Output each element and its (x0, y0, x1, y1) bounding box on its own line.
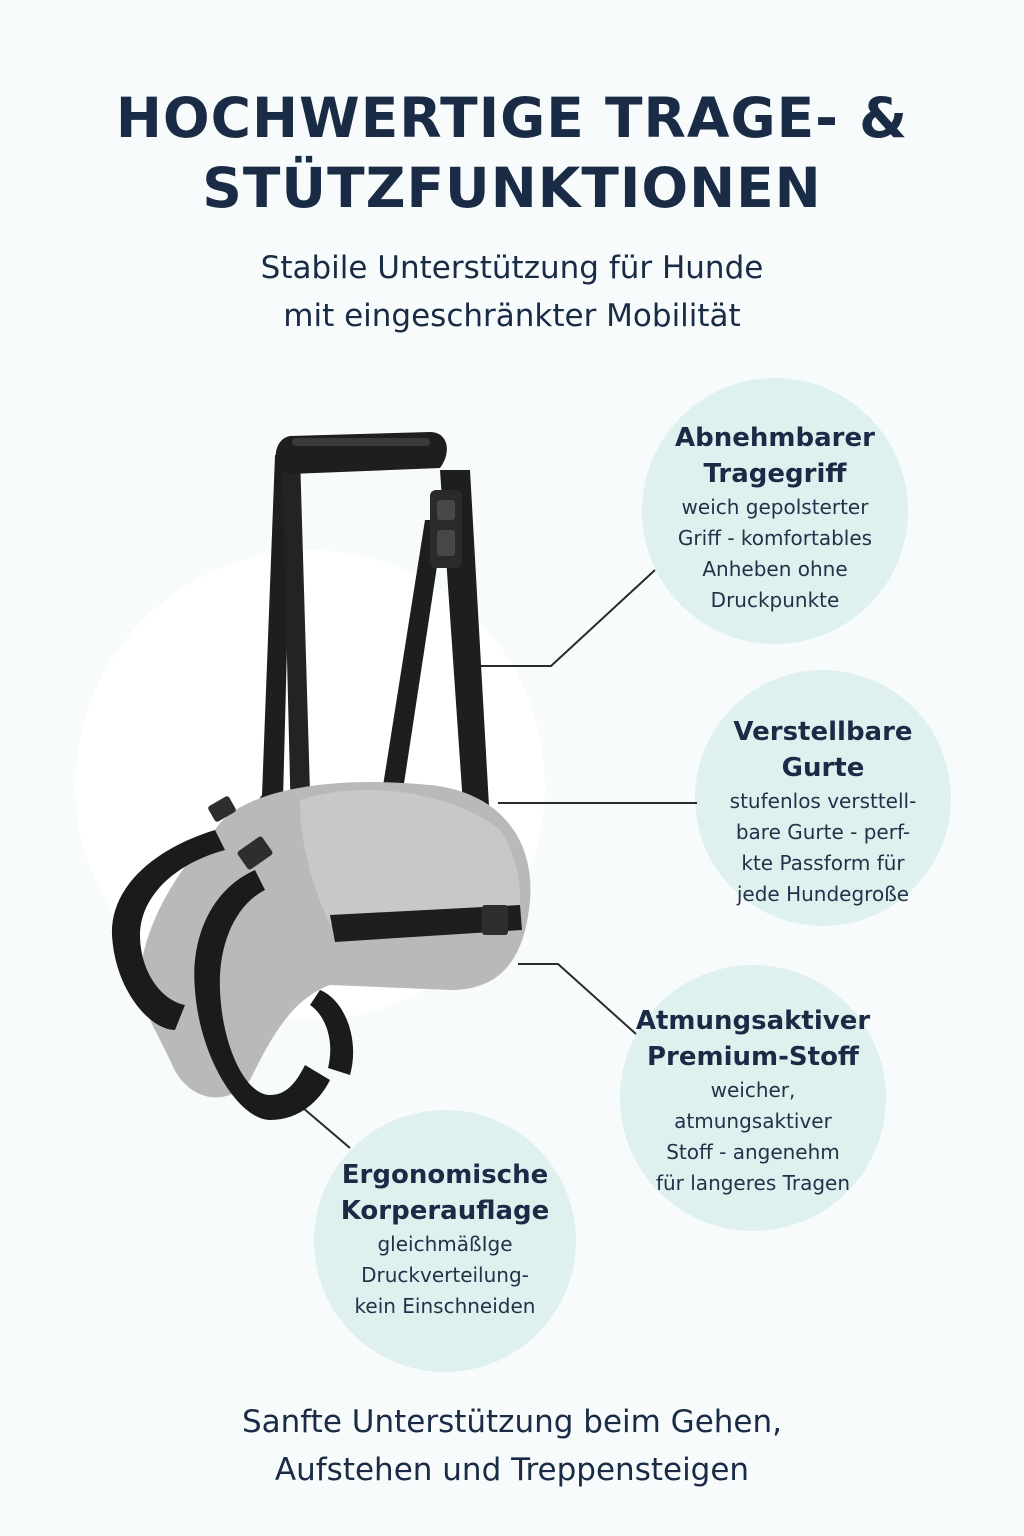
feature-handle-desc-3: Anheben ohne (702, 557, 848, 581)
page-title-line1: HOCHWERTIGE TRAGE- & (115, 86, 909, 150)
feature-ergonomic-desc-2: Druckverteilung- (361, 1263, 529, 1287)
feature-fabric-desc-4: für langeres Tragen (655, 1171, 851, 1195)
feature-fabric-desc-2: atmungsaktiver (674, 1109, 832, 1133)
feature-straps-desc-1: stufenlos versttell- (729, 789, 917, 813)
feature-handle (642, 420, 908, 616)
feature-fabric-title-2: Premium-Stoff (647, 1042, 859, 1072)
feature-fabric-desc-1: weicher, (710, 1078, 796, 1102)
feature-straps-title-2: Gurte (781, 753, 865, 783)
feature-handle-title-1: Abnehmbarer (675, 423, 875, 453)
feature-handle-title-2: Tragegriff (703, 459, 847, 489)
feature-ergonomic-title-1: Ergonomische (341, 1160, 549, 1190)
feature-straps-desc-2: bare Gurte - perf- (735, 820, 911, 844)
feature-straps-desc-3: kte Passform für (741, 851, 905, 875)
feature-straps-desc-4: jede Hundegroße (736, 882, 910, 906)
feature-straps (695, 714, 951, 910)
feature-fabric-title-1: Atmungsaktiver (635, 1006, 871, 1036)
feature-handle-desc-1: weich gepolsterter (681, 495, 869, 519)
page-subtitle-line2: mit eingeschränkter Mobilität (283, 298, 741, 334)
footer-line1: Sanfte Unterstützung beim Gehen, (241, 1404, 783, 1440)
feature-fabric (620, 1003, 886, 1199)
feature-ergonomic-desc-1: gleichmäßIge (377, 1232, 513, 1256)
feature-handle-desc-2: Griff - komfortables (677, 526, 873, 550)
feature-ergonomic (314, 1157, 576, 1322)
feature-handle-desc-4: Druckpunkte (710, 588, 840, 612)
feature-fabric-desc-3: Stoff - angenehm (666, 1140, 840, 1164)
connector-fabric (518, 964, 636, 1034)
page-title-line2: STÜTZFUNKTIONEN (202, 156, 822, 220)
feature-straps-title-1: Verstellbare (733, 717, 913, 747)
connector-handle (478, 570, 655, 666)
feature-ergonomic-title-2: Korperauflage (340, 1196, 550, 1226)
page-subtitle-line1: Stabile Unterstützung für Hunde (260, 250, 764, 286)
feature-ergonomic-desc-3: kein Einschneiden (354, 1294, 536, 1318)
footer-line2: Aufstehen und Treppensteigen (274, 1452, 750, 1488)
